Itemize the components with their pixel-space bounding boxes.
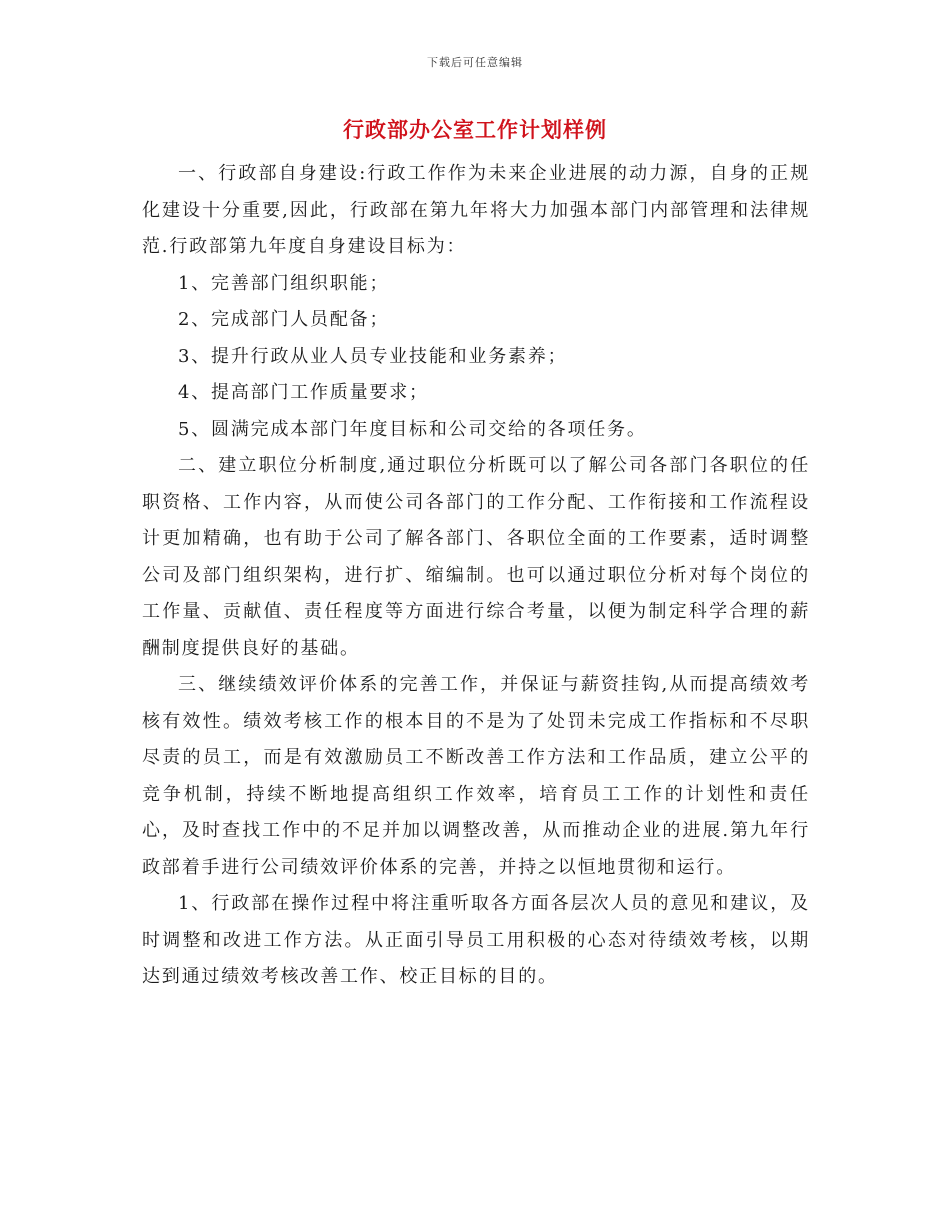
paragraph-section-1: 一、行政部自身建设:行政工作作为未来企业进展的动力源，自身的正规化建设十分重要,因此，行政部在第九年将大力加强本部门内部管理和法律规范.行政部第九年度自身建设目标为： — [142, 163, 810, 257]
document-body — [142, 156, 810, 996]
page-header-note: 下载后可任意编辑 — [427, 56, 523, 69]
list-item-goal-4: 4、提高部门工作质量要求； — [178, 382, 429, 403]
list-item-goal-1: 1、完善部门组织职能； — [178, 272, 390, 294]
list-item-goal-3: 3、提升行政从业人员专业技能和业务素养； — [178, 345, 568, 367]
paragraph-section-3-item-1: 1、行政部在操作过程中将注重听取各方面各层次人员的意见和建议，及时调整和改进工作方法。从正面引导员工用积极的心态对待绩效考核，以期达到通过绩效考核改善工作、校正目标的目的。 — [142, 893, 810, 987]
paragraph-section-2: 二、建立职位分析制度,通过职位分析既可以了解公司各部门各职位的任职资格、工作内容，从而使公司各部门的工作分配、工作衔接和工作流程设计更加精确，也有助于公司了解各部门、各职位全面的工作要素，适时调整公司及部门组织架构，进行扩、缩编制。也可以通过职位分析对每个岗位的工作量、贡献值、责任程度等方面进行综合考量，以便为制定科学合理的薪酬制度提供良好的基础。 — [142, 455, 810, 659]
paragraph-section-3: 三、继续绩效评价体系的完善工作，并保证与薪资挂钩,从而提高绩效考核有效性。绩效考核工作的根本目的不是为了处罚未完成工作指标和不尽职尽责的员工，而是有效激励员工不断改善工作方法和工作品质，建立公平的竞争机制，持续不断地提高组织工作效率，培育员工工作的计划性和责任心，及时查找工作中的不足并加以调整改善，从而推动企业的进展.第九年行政部着手进行公司绩效评价体系的完善，并持之以恒地贯彻和运行。 — [142, 674, 810, 878]
document-title: 行政部办公室工作计划样例 — [343, 117, 607, 142]
list-item-goal-2: 2、完成部门人员配备； — [178, 309, 390, 330]
list-item-goal-5: 5、圆满完成本部门年度目标和公司交给的各项任务。 — [178, 418, 647, 440]
